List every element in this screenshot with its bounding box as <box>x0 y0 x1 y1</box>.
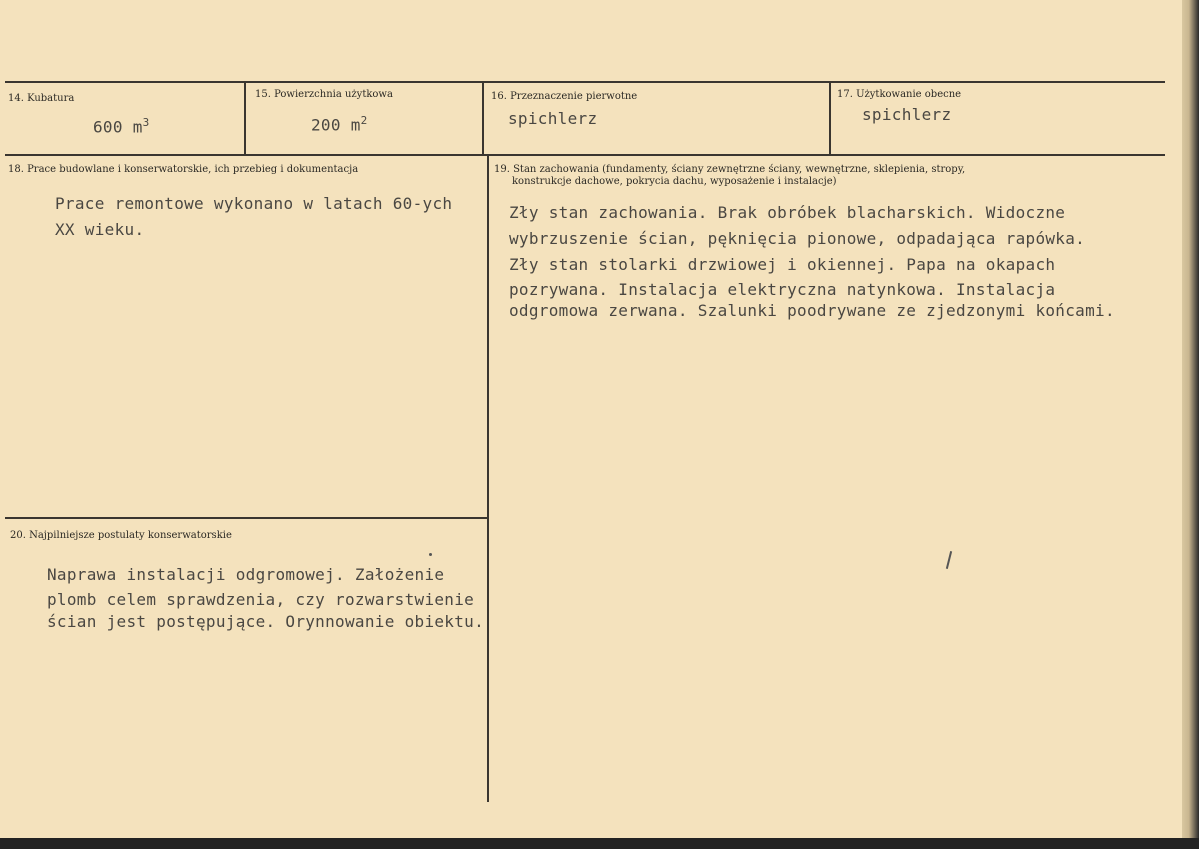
field-19-line-5: odgromowa zerwana. Szalunki poodrywane ze zjedzonymi końcami. <box>509 301 1115 320</box>
field-14-label: 14. Kubatura <box>8 93 75 104</box>
field-17-value: spichlerz <box>862 105 952 124</box>
field-18-line-2: XX wieku. <box>55 220 145 239</box>
field-16-label: 16. Przeznaczenie pierwotne <box>491 91 638 102</box>
field-15-number: 200 m <box>311 115 361 135</box>
field-20-line-2: plomb celem sprawdzenia, czy rozwarstwienie <box>47 590 475 609</box>
divider-main-column <box>487 156 489 802</box>
ink-stroke <box>946 551 952 569</box>
divider-15-16 <box>482 83 484 155</box>
divider-14-15 <box>244 83 246 155</box>
field-19-line-2: wybrzuszenie ścian, pęknięcia pionowe, odpadająca rapówka. <box>509 229 1086 248</box>
divider-16-17 <box>829 83 831 155</box>
divider-18-20 <box>5 517 487 519</box>
field-19-label-line-2: konstrukcje dachowe, pokrycia dachu, wyposażenie i instalacje) <box>512 176 837 187</box>
header-bottom-rule <box>5 154 1165 156</box>
field-15-unit-superscript: 2 <box>360 114 368 127</box>
card-right-edge <box>1182 0 1199 849</box>
top-rule <box>5 81 1165 83</box>
field-20-line-1: Naprawa instalacji odgromowej. Założenie <box>47 565 445 584</box>
ink-dot <box>429 553 432 556</box>
field-16-value: spichlerz <box>508 109 598 128</box>
field-14-unit-superscript: 3 <box>142 116 150 129</box>
field-15-label: 15. Powierzchnia użytkowa <box>255 89 393 100</box>
field-20-line-3: ścian jest postępujące. Orynnowanie obiektu. <box>47 612 485 631</box>
field-20-label: 20. Najpilniejsze postulaty konserwatorskie <box>10 530 232 541</box>
field-19-line-4: pozrywana. Instalacja elektryczna natynkowa. Instalacja <box>509 280 1056 299</box>
field-15-value <box>311 108 368 138</box>
field-14-value <box>93 110 150 140</box>
field-18-label: 18. Prace budowlane i konserwatorskie, ich przebieg i dokumentacja <box>8 164 359 175</box>
scan-bottom-edge <box>0 838 1199 849</box>
field-17-label: 17. Użytkowanie obecne <box>837 89 962 100</box>
field-14-number: 600 m <box>93 117 143 137</box>
field-19-line-3: Zły stan stolarki drzwiowej i okiennej. Papa na okapach <box>509 255 1056 274</box>
field-19-label-line-1: 19. Stan zachowania (fundamenty, ściany zewnętrzne ściany, wewnętrzne, sklepienia, stropy, <box>494 164 966 175</box>
field-19-line-1: Zły stan zachowania. Brak obróbek blacharskich. Widoczne <box>509 203 1066 222</box>
field-18-line-1: Prace remontowe wykonano w latach 60-ych <box>55 194 453 213</box>
